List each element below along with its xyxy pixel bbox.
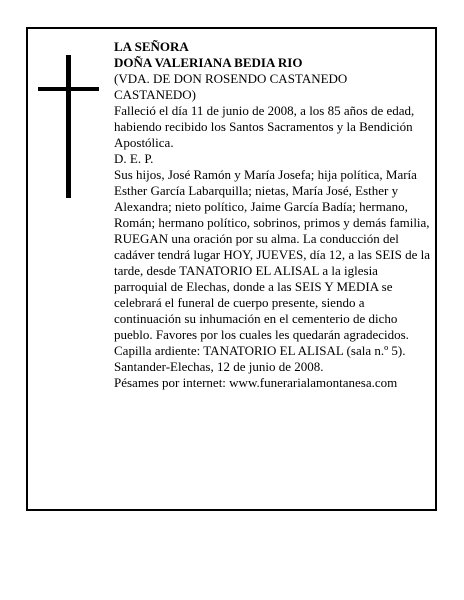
place-date: Santander-Elechas, 12 de junio de 2008.	[114, 359, 324, 374]
cross-vertical-bar	[66, 55, 71, 198]
condolences-link: Pésames por internet: www.funerarialamontanesa.com	[114, 375, 398, 390]
funeral-request: RUEGAN una oración por su alma. La conducción del cadáver tendrá lugar HOY, JUEVES, día 12, a las SEIS de la tarde, desde TANATORIO EL ALISAL a la iglesia parroquial de Elechas, donde a las SEIS Y MEDIA se celebrará el funeral de cuerpo presente, siendo a continuación su inhumación en el cementerio de dicho pueblo. Favores por los cuales les quedarán agradecidos. Capilla ardiente: TANATORIO EL ALISAL (sala n.º 5).	[114, 231, 431, 358]
rip: D. E. P.	[114, 151, 154, 166]
sacraments-info: habiendo recibido los Santos Sacramentos y la Bendición Apostólica.	[114, 119, 413, 150]
widow-of: (VDA. DE DON ROSENDO CASTANEDO CASTANEDO)	[114, 71, 348, 102]
heading-title: LA SEÑORA	[114, 39, 189, 54]
obituary-text	[114, 39, 430, 391]
family-list: Sus hijos, José Ramón y María Josefa; hija política, María Esther García Labarquilla; nietas, María José, Esther y Alexandra; nieto político, Jaime García Badía; hermano, Román; hermano político, sobrinos, primos y demás familia,	[114, 167, 430, 230]
deceased-name: DOÑA VALERIANA BEDIA RIO	[114, 55, 303, 70]
death-info: Falleció el día 11 de junio de 2008, a los 85 años de edad,	[114, 103, 415, 118]
cross-horizontal-bar	[38, 87, 99, 91]
obituary-frame	[26, 27, 437, 511]
